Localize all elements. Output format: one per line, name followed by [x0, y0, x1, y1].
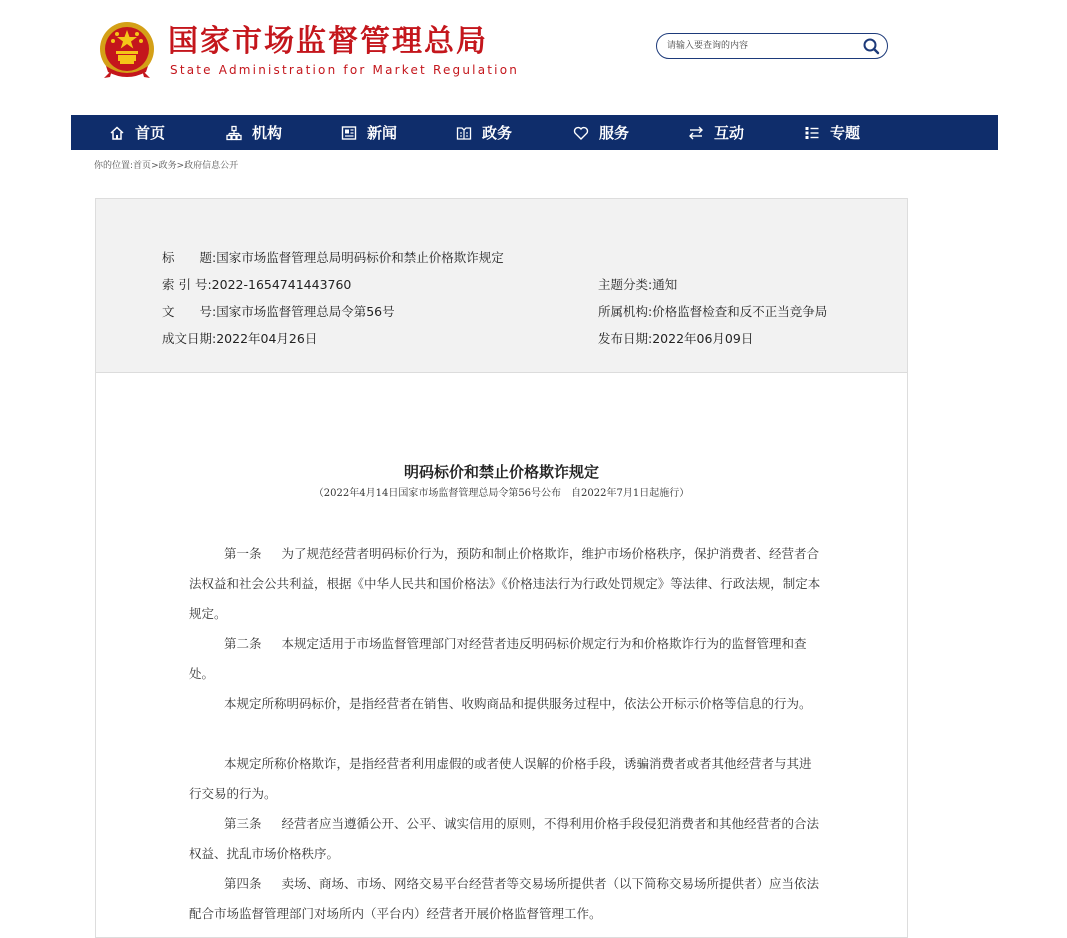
breadcrumb-home[interactable]: 首页 — [133, 161, 152, 171]
nav-item-label: 互动 — [714, 124, 745, 142]
nav-item-topics[interactable] — [804, 115, 860, 150]
meta-created-label: 成文日期: — [162, 331, 217, 346]
breadcrumb — [94, 160, 238, 172]
breadcrumb-separator: > — [176, 161, 185, 171]
nav-item-label: 新闻 — [367, 124, 398, 142]
nav-item-home[interactable] — [109, 115, 165, 150]
search-icon[interactable] — [861, 36, 881, 56]
search-input[interactable] — [667, 37, 857, 55]
meta-topic-label: 主题分类: — [598, 277, 653, 292]
article-number: 第四条 — [224, 876, 262, 891]
nav-item-label: 机构 — [252, 124, 283, 142]
nav-item-government-affairs[interactable] — [456, 115, 512, 150]
nav-item-label: 政务 — [482, 124, 513, 142]
nav-item-services[interactable] — [573, 115, 629, 150]
meta-docno-value: 国家市场监督管理总局令第56号 — [216, 304, 395, 319]
nav-item-organization[interactable] — [226, 115, 282, 150]
article-number: 第三条 — [224, 816, 262, 831]
site-header — [0, 0, 1067, 115]
nav-item-news[interactable] — [341, 115, 397, 150]
document-title: 明码标价和禁止价格欺诈规定 — [403, 463, 599, 481]
main-nav — [71, 115, 998, 150]
article-text: 本规定所称明码标价，是指经营者在销售、收购商品和提供服务过程中，依法公开标示价格等信息的行为。 — [224, 696, 812, 711]
meta-index-number — [162, 276, 351, 294]
meta-index-label: 索 引 号: — [162, 277, 212, 292]
nav-item-label: 专题 — [830, 124, 861, 142]
meta-index-value: 2022-1654741443760 — [211, 277, 352, 292]
meta-topic — [598, 276, 677, 294]
article-text: 为了规范经营者明码标价行为，预防和制止价格欺诈，维护市场价格秩序，保护消费者、经营者合法权益和社会公共利益，根据《中华人民共和国价格法》《价格违法行为行政处罚规定》等法律、行政法规，制定本规定。 — [189, 546, 821, 621]
meta-department — [598, 303, 827, 321]
meta-title-value: 国家市场监督管理总局明码标价和禁止价格欺诈规定 — [216, 250, 504, 265]
national-emblem-icon[interactable] — [98, 20, 156, 80]
meta-topic-value: 通知 — [652, 277, 678, 292]
breadcrumb-separator: > — [151, 161, 159, 171]
article-paragraph — [189, 869, 823, 929]
home-icon — [109, 125, 125, 141]
site-subtitle: State Administration for Market Regulation — [170, 63, 520, 77]
article-text: 卖场、商场、市场、网络交易平台经营者等交易场所提供者（以下简称交易场所提供者）应当依法配合市场监督管理部门对场所内（平台内）经营者开展价格监督管理工作。 — [189, 876, 820, 921]
article-number: 第二条 — [224, 636, 262, 651]
article-paragraph — [189, 629, 823, 689]
meta-title-label: 标 题: — [162, 250, 217, 265]
meta-title — [162, 249, 504, 267]
article-text: 本规定适用于市场监督管理部门对经营者违反明码标价规定行为和价格欺诈行为的监督管理和查处。 — [189, 636, 807, 681]
meta-dept-value: 价格监督检查和反不正当竞争局 — [652, 304, 828, 319]
breadcrumb-gov-info-disclosure[interactable]: 政府信息公开 — [184, 161, 239, 171]
list-icon — [804, 125, 820, 141]
news-icon — [341, 125, 357, 141]
swap-arrows-icon — [688, 125, 704, 141]
article-paragraph — [189, 539, 823, 629]
article-text: 经营者应当遵循公开、公平、诚实信用的原则，不得利用价格手段侵犯消费者和其他经营者的合法权益、扰乱市场价格秩序。 — [189, 816, 820, 861]
meta-docno-label: 文 号: — [162, 304, 217, 319]
search-box — [656, 33, 888, 59]
meta-created-date — [162, 330, 317, 348]
document-container — [95, 198, 908, 938]
article-paragraph — [189, 809, 823, 869]
nav-item-label: 首页 — [135, 124, 166, 142]
site-title[interactable]: 国家市场监督管理总局 — [168, 24, 488, 59]
document-subtitle: （2022年4月14日国家市场监督管理总局令第56号公布 自2022年7月1日起施行） — [313, 488, 690, 499]
breadcrumb-prefix: 你的位置: — [94, 161, 134, 171]
meta-published-value: 2022年06月09日 — [652, 331, 754, 346]
meta-published-label: 发布日期: — [598, 331, 653, 346]
breadcrumb-government-affairs[interactable]: 政务 — [158, 161, 177, 171]
document-meta-panel — [96, 199, 907, 373]
article-text: 本规定所称价格欺诈，是指经营者利用虚假的或者使人误解的价格手段，诱骗消费者或者其他经营者与其进行交易的行为。 — [189, 756, 812, 801]
heart-icon — [573, 125, 589, 141]
article-paragraph — [189, 749, 823, 809]
meta-document-number — [162, 303, 395, 321]
org-chart-icon — [226, 125, 242, 141]
meta-created-value: 2022年04月26日 — [216, 331, 318, 346]
meta-dept-label: 所属机构: — [598, 304, 653, 319]
nav-item-label: 服务 — [599, 124, 630, 142]
article-paragraph — [189, 689, 823, 719]
nav-item-interaction[interactable] — [688, 115, 744, 150]
article-number: 第一条 — [224, 546, 262, 561]
government-affairs-icon — [456, 125, 472, 141]
meta-published-date — [598, 330, 753, 348]
